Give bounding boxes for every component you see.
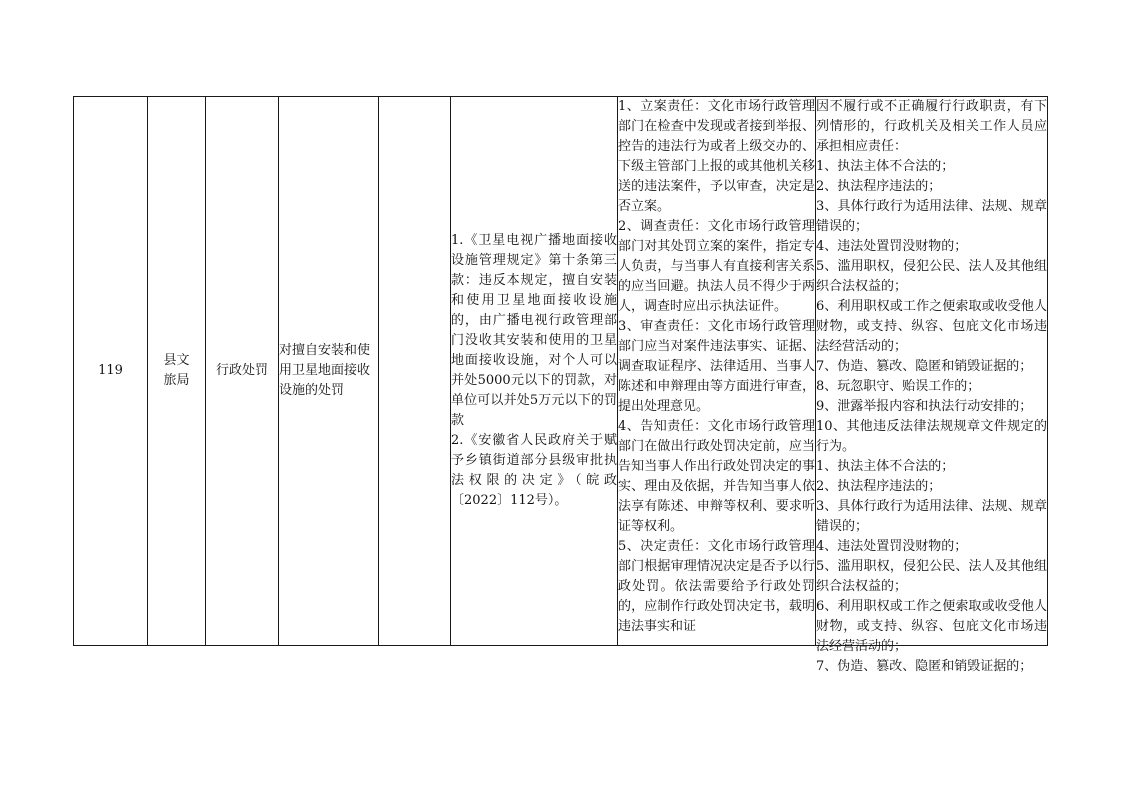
power-type: 行政处罚: [215, 363, 268, 378]
accountability-item: 6、利用职权或工作之便索取或收受他人财物，或支持、纵容、包庇文化市场违法经营活动的；: [816, 299, 1047, 354]
responsibility-item: 5、决定责任：文化市场行政管理部门根据审理情况决定是否予以行政处罚。依法需要给予行政处罚的，应制作行政处罚决定书，载明违法事实和证: [618, 539, 815, 634]
accountability-item: 10、其他违反法律法规规章文件规定的行为。: [816, 419, 1047, 454]
row-number-cell: [74, 97, 148, 646]
legal-basis-cell: [451, 97, 618, 646]
item-name: 对擅自安装和使用卫星地面接收设施的处罚: [279, 343, 371, 398]
accountability-item: 7、伪造、篡改、隐匿和销毁证据的；: [816, 359, 1033, 374]
accountability-item: 6、利用职权或工作之便索取或收受他人财物，或支持、纵容、包庇文化市场违法经营活动的；: [816, 599, 1047, 654]
legal-basis-2: 2.《安徽省人民政府关于赋予乡镇街道部分县级审批执法权限的决定》（皖政〔2022〕112号）。: [451, 433, 617, 508]
department-cell: [148, 97, 206, 646]
accountability-item: 5、滥用职权，侵犯公民、法人及其他组织合法权益的；: [816, 559, 1047, 594]
legal-basis-1: 1.《卫星电视广播地面接收设施管理规定》第十条第三款：违反本规定，擅自安装和使用卫星地面接收设施的，由广播电视行政管理部门没收其安装和使用的卫星地面接收设施，对个人可以并处5000元以下的罚款，对单位可以并处5万元以下的罚款: [451, 233, 617, 428]
accountability-item: 5、滥用职权，侵犯公民、法人及其他组织合法权益的；: [816, 259, 1047, 294]
row-number: 119: [98, 363, 123, 378]
accountability-item: 3、具体行政行为适用法律、法规、规章错误的；: [816, 199, 1047, 234]
power-type-cell: [206, 97, 279, 646]
sub-item-cell: [379, 97, 451, 646]
department-name: 县文旅局: [163, 353, 190, 388]
accountability-item: 2、执法程序违法的；: [816, 479, 942, 494]
accountability-item: 1、执法主体不合法的；: [816, 459, 955, 474]
accountability-intro: 因不履行或不正确履行行政职责，有下列情形的，行政机关及相关工作人员应承担相应责任：: [816, 99, 1047, 154]
accountability-item: 8、玩忽职守、贻误工作的；: [816, 379, 981, 394]
responsibility-item: 2、调查责任：文化市场行政管理部门对其处罚立案的案件，指定专人负责，与当事人有直接利害关系的应当回避。执法人员不得少于两人，调查时应出示执法证件。: [618, 219, 815, 314]
accountability-item: 4、违法处置罚没财物的；: [816, 239, 968, 254]
responsibility-item: 4、告知责任：文化市场行政管理部门在做出行政处罚决定前，应当告知当事人作出行政处罚决定的事实、理由及依据，并告知当事人依法享有陈述、申辩等权利、要求听证等权利。: [618, 419, 815, 534]
responsibility-list: [618, 97, 815, 645]
responsibility-item: 1、立案责任：文化市场行政管理部门在检查中发现或者接到举报、控告的违法行为或者上级交办的、下级主管部门上报的或其他机关移送的违法案件，予以审查，决定是否立案。: [618, 99, 815, 214]
accountability-item: 1、执法主体不合法的；: [816, 159, 955, 174]
accountability-item: 2、执法程序违法的；: [816, 179, 942, 194]
table-row: [74, 97, 1048, 646]
accountability-cell: [816, 97, 1048, 674]
accountability-item: 4、违法处置罚没财物的；: [816, 539, 968, 554]
item-name-cell: [279, 97, 379, 646]
responsibility-item: 3、审查责任：文化市场行政管理部门应当对案件违法事实、证据、调查取证程序、法律适用、当事人陈述和申辩理由等方面进行审查，提出处理意见。: [618, 319, 815, 414]
accountability-item: 3、具体行政行为适用法律、法规、规章错误的；: [816, 499, 1047, 534]
accountability-item: 7、伪造、篡改、隐匿和销毁证据的；: [816, 659, 1033, 674]
power-list-table: [73, 96, 1048, 674]
responsibility-cell: [618, 97, 816, 646]
accountability-list: [816, 97, 1047, 674]
accountability-item: 9、泄露举报内容和执法行动安排的；: [816, 399, 1033, 414]
